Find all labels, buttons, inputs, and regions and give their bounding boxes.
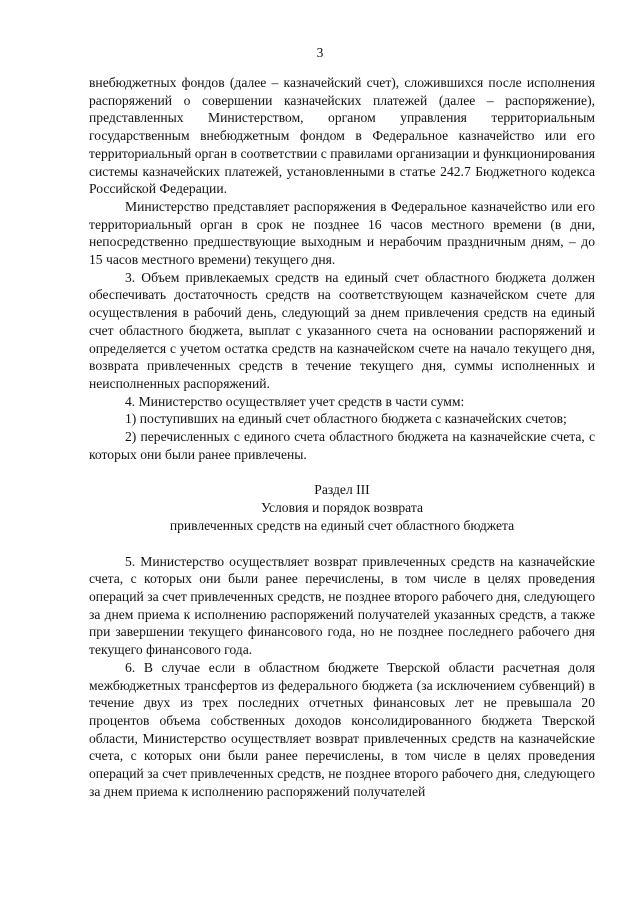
spacer	[89, 463, 595, 481]
page-number: 3	[316, 45, 324, 60]
paragraph-4: 4. Министерство осуществляет учет средств в части сумм:	[125, 393, 465, 409]
paragraph-5: 5. Министерство осуществляет возврат привлеченных средств на казначейские счета, с которых они были ранее перечислены, в том числе в целях проведения операций за счет привлеченных средств, не позднее второго рабочего дня, следующего за днем приема к исполнению распоряжений получателей указанных средств, а также при завершении текущего финансового года, но не позднее последнего рабочего дня текущего финансового года.	[89, 553, 595, 658]
section-title-line-2: привлеченных средств на единый счет областного бюджета	[169, 517, 515, 533]
spacer	[89, 535, 595, 553]
paragraph-submission-deadline: Министерство представляет распоряжения в Федеральное казначейство или его территориальный орган в срок не позднее 16 часов местного времени (в дни, непосредственно предшествующие выходным и нерабочим праздничным дням, – до 15 часов местного времени) текущего дня.	[89, 198, 595, 268]
paragraph-6: 6. В случае если в областном бюджете Тверской области расчетная доля межбюджетных трансфертов из федерального бюджета (за исключением субвенций) в течение двух из трех последних отчетных финансовых лет не превышала 20 процентов объема собственных доходов консолидированного бюджета Тверской области, Министерство осуществляет возврат привлеченных средств на казначейские счета, с которых они были ранее перечислены, в том числе в целях проведения операций за счет привлеченных средств, не позднее второго рабочего дня, следующего за днем приема к исполнению распоряжений получателей	[89, 659, 595, 799]
section-label: Раздел III	[314, 482, 370, 498]
section-heading	[89, 481, 595, 534]
paragraph-4-item-1: 1) поступивших на единый счет областного бюджета с казначейских счетов;	[125, 411, 567, 427]
paragraph-3: 3. Объем привлекаемых средств на единый счет областного бюджета должен обеспечивать достаточность средств на соответствующем казначейском счете для осуществления в рабочий день, следующий за днем привлечения средств на единый счет областного бюджета, выплат с указанного счета на основании распоряжений и определяется с учетом остатка средств на казначейском счете на начало текущего дня, возврата привлеченных средств в течение текущего дня, суммы исполненных и неисполненных распоряжений.	[89, 269, 595, 391]
paragraph-4-item-2: 2) перечисленных с единого счета областного бюджета на казначейские счета, с которых они были ранее привлечены.	[89, 429, 595, 462]
section-title-line-1: Условия и порядок возврата	[261, 500, 423, 516]
paragraph-continuation: внебюджетных фондов (далее – казначейский счет), сложившихся после исполнения распоряжений о совершении казначейских платежей (далее – распоряжение), представленных Министерством, органом управления территориальным государственным внебюджетным фондом в Федеральное казначейство или его территориальный орган в соответствии с правилами организации и функционирования системы казначейских платежей, установленными в статье 242.7 Бюджетного кодекса Российской Федерации.	[89, 75, 595, 197]
document-body	[89, 74, 595, 800]
